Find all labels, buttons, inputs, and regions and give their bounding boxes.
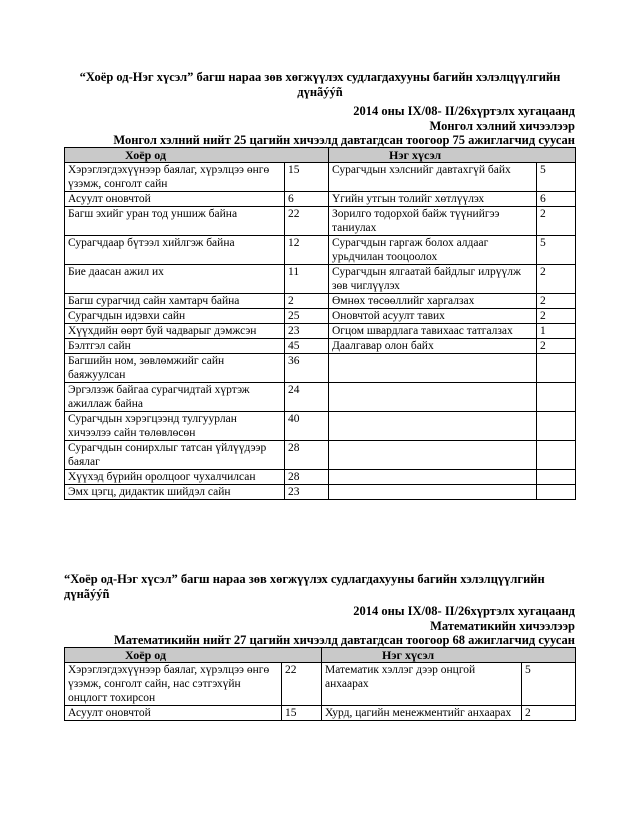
one-wish-count: 2: [537, 339, 576, 354]
section1-title-line1: “Хоёр од-Нэг хүсэл” багш нараа зөв хөгжүүлэх судлагдахууны багийн хэлэлцүүлгийн: [79, 70, 561, 84]
two-stars-text: Бие даасан ажил их: [65, 265, 285, 294]
one-wish-text: [329, 485, 537, 500]
one-wish-count: [537, 470, 576, 485]
two-stars-count: 2: [285, 294, 329, 309]
two-stars-text: Эргэлзэж байгаа сурагчидтай хүртэж ажиллаж байна: [65, 383, 285, 412]
one-wish-text: Даалгавар олон байх: [329, 339, 537, 354]
table-row: [65, 470, 576, 485]
two-stars-text: Асуулт оновчтой: [65, 192, 285, 207]
section1-date: 2014 оны IX/08- II/26хүртэлх хугацаанд: [353, 104, 575, 118]
two-stars-text: Эмх цэгц, дидактик шийдэл сайн: [65, 485, 285, 500]
one-wish-count: 1: [537, 324, 576, 339]
two-stars-count: 22: [285, 207, 329, 236]
two-stars-count: 23: [285, 485, 329, 500]
header-one-wish: Нэг хүсэл: [329, 148, 576, 163]
two-stars-text: Хүүхдийн өөрт буй чадварыг дэмжсэн: [65, 324, 285, 339]
two-stars-count: 15: [282, 706, 322, 721]
one-wish-text: Хурд, цагийн менежментийг анхаарах: [322, 706, 522, 721]
one-wish-count: [537, 441, 576, 470]
one-wish-text: Өмнөх төсөөллийг харгалзах: [329, 294, 537, 309]
two-stars-count: 36: [285, 354, 329, 383]
one-wish-text: Үгийн утгын толийг хөтлүүлэх: [329, 192, 537, 207]
two-stars-text: Сурагчдын идэвхи сайн: [65, 309, 285, 324]
one-wish-text: [329, 354, 537, 383]
table-row: [65, 265, 576, 294]
two-stars-count: 15: [285, 163, 329, 192]
table-row: [65, 294, 576, 309]
section2-title-line2: дүнãýýñ: [64, 587, 110, 601]
two-stars-count: 24: [285, 383, 329, 412]
two-stars-count: 6: [285, 192, 329, 207]
table-row: [65, 485, 576, 500]
table-row: [65, 412, 576, 441]
two-stars-text: Хүүхэд бүрийн оролцоог чухалчилсан: [65, 470, 285, 485]
two-stars-text: Багшийн ном, зөвлөмжийг сайн баяжуулсан: [65, 354, 285, 383]
table-header-row: [65, 148, 576, 163]
table-row: [65, 236, 576, 265]
two-stars-count: 28: [285, 441, 329, 470]
table-row: [65, 324, 576, 339]
header-two-stars: Хоёр од: [65, 648, 322, 663]
two-stars-count: 23: [285, 324, 329, 339]
one-wish-count: 5: [537, 236, 576, 265]
two-stars-count: 28: [285, 470, 329, 485]
two-stars-count: 25: [285, 309, 329, 324]
one-wish-text: Сурагчдын гаргаж болох алдааг урьдчилан тооцоолох: [329, 236, 537, 265]
table-row: [65, 354, 576, 383]
section2-date: 2014 оны IX/08- II/26хүртэлх хугацаанд: [353, 604, 575, 618]
header-two-stars: Хоёр од: [65, 148, 329, 163]
two-stars-count: 45: [285, 339, 329, 354]
header-one-wish: Нэг хүсэл: [322, 648, 576, 663]
one-wish-count: 5: [522, 663, 576, 706]
section2-summary: Математикийн нийт 27 цагийн хичээлд давтагдсан тоогоор 68 ажиглагчид суусан: [113, 633, 575, 647]
section1-summary: Монгол хэлний нийт 25 цагийн хичээлд давтагдсан тоогоор 75 ажиглагчид суусан: [113, 133, 575, 147]
section2-table: [64, 647, 576, 721]
table-row: [65, 706, 576, 721]
two-stars-text: Сурагчдаар бүтээл хийлгэж байна: [65, 236, 285, 265]
two-stars-text: Хэрэглэгдэхүүнээр баялаг, хүрэлцээ өнгө үзэмж, сонголт сайн, нас сэтгэхүйн онцлогт тохирсон: [65, 663, 282, 706]
one-wish-count: 6: [537, 192, 576, 207]
one-wish-count: 2: [537, 309, 576, 324]
one-wish-text: [329, 383, 537, 412]
section1-table: [64, 147, 576, 500]
one-wish-count: 5: [537, 163, 576, 192]
two-stars-count: 11: [285, 265, 329, 294]
one-wish-text: Зорилго тодорхой байж түүнийгээ таниулах: [329, 207, 537, 236]
two-stars-text: Хэрэглэгдэхүүнээр баялаг, хүрэлцээ өнгө үзэмж, сонголт сайн: [65, 163, 285, 192]
table-row: [65, 441, 576, 470]
table-header-row: [65, 648, 576, 663]
table-row: [65, 207, 576, 236]
table-row: [65, 383, 576, 412]
table-row: [65, 339, 576, 354]
one-wish-text: [329, 412, 537, 441]
two-stars-text: Багш сурагчид сайн хамтарч байна: [65, 294, 285, 309]
one-wish-text: Сурагчдын хэлснийг давтахгүй байх: [329, 163, 537, 192]
table-row: [65, 309, 576, 324]
section2-title-line1: “Хоёр од-Нэг хүсэл” багш нараа зөв хөгжүүлэх судлагдахууны багийн хэлэлцүүлгийн: [64, 572, 545, 586]
two-stars-text: Сурагчдын сонирхлыг татсан үйлүүдээр баялаг: [65, 441, 285, 470]
one-wish-count: [537, 485, 576, 500]
two-stars-count: 12: [285, 236, 329, 265]
one-wish-text: Огцом швардлага тавихаас татгалзах: [329, 324, 537, 339]
one-wish-text: Оновчтой асуулт тавих: [329, 309, 537, 324]
one-wish-count: 2: [522, 706, 576, 721]
two-stars-text: Бэлтгэл сайн: [65, 339, 285, 354]
table-row: [65, 163, 576, 192]
two-stars-text: Асуулт оновчтой: [65, 706, 282, 721]
one-wish-text: Сурагчдын ялгаатай байдлыг илрүүлж зөв чиглүүлэх: [329, 265, 537, 294]
one-wish-count: [537, 412, 576, 441]
two-stars-text: Сурагчдын хэрэгцээнд тулгуурлан хичээлээ сайн төлөвлөсөн: [65, 412, 285, 441]
one-wish-count: 2: [537, 207, 576, 236]
one-wish-text: Математик хэллэг дээр онцгой анхаарах: [322, 663, 522, 706]
section1-subject: Монгол хэлний хичээлээр: [429, 119, 575, 133]
one-wish-count: 2: [537, 265, 576, 294]
one-wish-count: 2: [537, 294, 576, 309]
section1-title-line2: дүнãýýñ: [297, 85, 343, 99]
table-row: [65, 663, 576, 706]
one-wish-count: [537, 354, 576, 383]
two-stars-text: Багш эхийг уран тод уншиж байна: [65, 207, 285, 236]
section2-subject: Математикийн хичээлээр: [430, 619, 575, 633]
two-stars-count: 22: [282, 663, 322, 706]
one-wish-text: [329, 470, 537, 485]
table-row: [65, 192, 576, 207]
one-wish-text: [329, 441, 537, 470]
two-stars-count: 40: [285, 412, 329, 441]
one-wish-count: [537, 383, 576, 412]
